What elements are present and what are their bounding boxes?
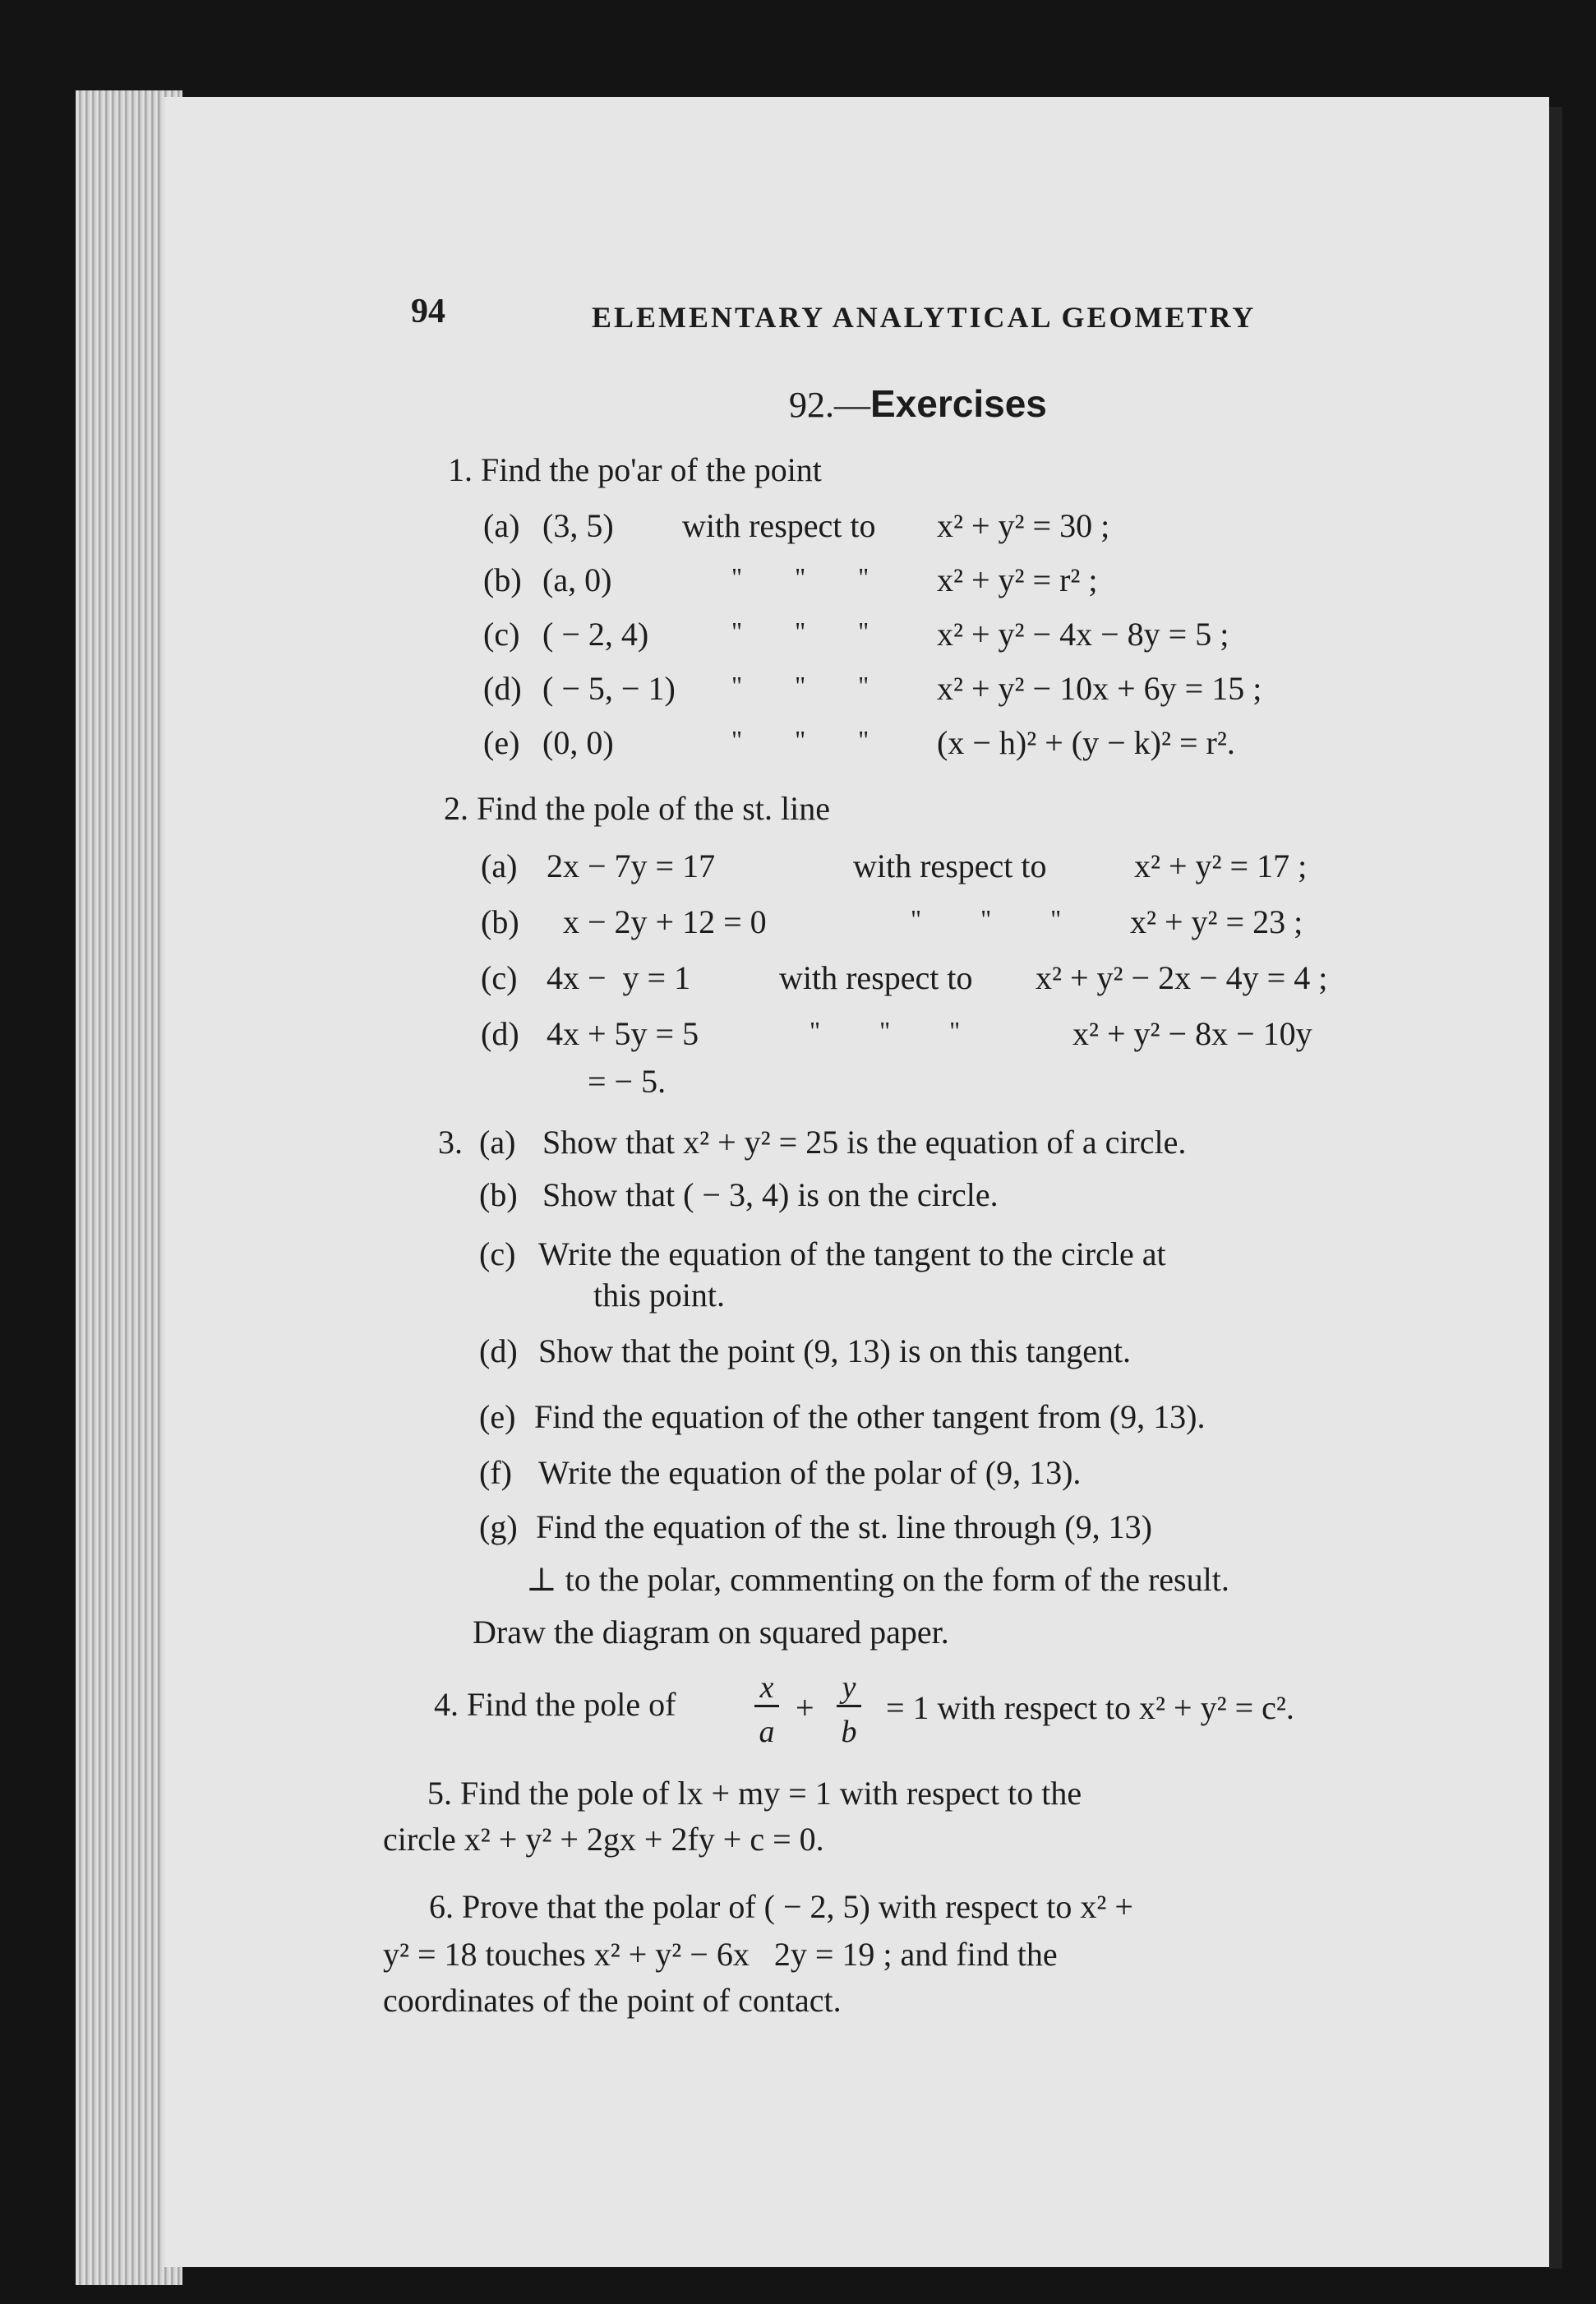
ex1-e-point: (0, 0) [542, 724, 614, 761]
ex3-b-text: Show that ( − 3, 4) is on the circle. [542, 1176, 999, 1213]
ex1-a-point: (3, 5) [542, 507, 614, 544]
section-number: 92. [789, 385, 834, 425]
ex6-line-3: coordinates of the point of contact. [383, 1982, 842, 2019]
ex1-a-label: (a) [483, 507, 520, 544]
ex2-c-label: (c) [481, 959, 518, 996]
ex5-line-2: circle x² + y² + 2gx + 2fy + c = 0. [383, 1821, 824, 1858]
ex6-line-2: y² = 18 touches x² + y² − 6x 2y = 19 ; and find the [383, 1936, 1058, 1973]
ex1-d-label: (d) [483, 670, 522, 707]
ex4-frac1-denominator: a [759, 1715, 775, 1749]
ex3-d-label: (d) [479, 1332, 518, 1369]
ex3-c-continuation: this point. [593, 1277, 726, 1314]
ex6-line-1: 6. Prove that the polar of ( − 2, 5) with respect to x² + [429, 1888, 1133, 1925]
ex3-g-continuation: ⊥ to the polar, commenting on the form of the result. [526, 1561, 1229, 1598]
ex2-c-line: 4x − y = 1 [547, 959, 691, 996]
exercise-3-number: 3. [438, 1124, 463, 1161]
ex2-b-label: (b) [481, 903, 519, 940]
ex2-c-equation: x² + y² − 2x − 4y = 4 ; [1036, 959, 1328, 996]
ex2-b-line: x − 2y + 12 = 0 [563, 903, 767, 940]
ex2-d-label: (d) [481, 1015, 519, 1052]
ex1-d-equation: x² + y² − 10x + 6y = 15 ; [937, 670, 1262, 707]
ex2-d-equation: x² + y² − 8x − 10y [1072, 1015, 1312, 1052]
ex2-a-relation: with respect to [853, 847, 1047, 884]
ex1-b-equation: x² + y² = r² ; [937, 561, 1098, 598]
ex2-b-ditto: " " " [911, 904, 1062, 934]
ex4-frac1-numerator: x [759, 1670, 774, 1705]
ex2-a-label: (a) [481, 847, 518, 884]
ex2-d-ditto: " " " [810, 1016, 961, 1046]
ex3-c-text: Write the equation of the tangent to the circle at [538, 1235, 1166, 1272]
ex2-b-equation: x² + y² = 23 ; [1130, 903, 1303, 940]
exercise-2-intro: 2. Find the pole of the st. line [444, 790, 830, 827]
ex2-d-continuation: = − 5. [588, 1063, 667, 1100]
ex1-b-label: (b) [483, 561, 522, 598]
running-title: ELEMENTARY ANALYTICAL GEOMETRY [592, 301, 1257, 334]
ex1-d-point: ( − 5, − 1) [542, 670, 676, 707]
ex3-d-text: Show that the point (9, 13) is on this tangent. [538, 1332, 1132, 1369]
ex4-frac2-denominator: b [841, 1715, 857, 1749]
ex3-f-text: Write the equation of the polar of (9, 13). [538, 1454, 1082, 1491]
ex2-a-line: 2x − 7y = 17 [547, 847, 716, 884]
ex2-a-equation: x² + y² = 17 ; [1134, 847, 1308, 884]
ex1-b-ditto: " " " [731, 562, 869, 592]
ex1-e-label: (e) [483, 724, 520, 761]
section-label: Exercises [870, 382, 1047, 425]
page-number: 94 [411, 293, 445, 330]
ex3-b-label: (b) [479, 1176, 518, 1213]
section-dash: — [834, 385, 870, 425]
ex1-d-ditto: " " " [731, 671, 869, 700]
ex3-a-label: (a) [479, 1124, 516, 1161]
exercise-1-intro: 1. Find the po'ar of the point [448, 451, 822, 488]
ex3-c-label: (c) [479, 1235, 516, 1272]
section-title [789, 382, 1047, 425]
book-binding-right [1549, 107, 1562, 2269]
ex1-c-ditto: " " " [731, 616, 869, 646]
ex1-a-equation: x² + y² = 30 ; [937, 507, 1110, 544]
ex3-g-label: (g) [479, 1508, 518, 1545]
ex2-d-line: 4x + 5y = 5 [547, 1015, 699, 1052]
ex4-post: = 1 with respect to x² + y² = c². [886, 1689, 1294, 1726]
ex3-f-label: (f) [479, 1454, 512, 1491]
ex1-c-equation: x² + y² − 4x − 8y = 5 ; [937, 616, 1229, 653]
ex4-frac2-bar [837, 1705, 861, 1707]
ex1-a-relation: with respect to [682, 507, 876, 544]
ex1-c-label: (c) [483, 616, 520, 653]
ex4-frac2-numerator: y [842, 1670, 856, 1705]
ex1-b-point: (a, 0) [542, 561, 612, 598]
ex4-frac1-bar [754, 1705, 779, 1707]
ex1-e-equation: (x − h)² + (y − k)² = r². [937, 724, 1235, 761]
ex3-e-label: (e) [479, 1398, 516, 1435]
ex1-c-point: ( − 2, 4) [542, 616, 649, 653]
ex2-c-relation: with respect to [779, 959, 973, 996]
ex5-line-1: 5. Find the pole of lx + my = 1 with respect to the [427, 1775, 1082, 1812]
ex4-pre: 4. Find the pole of [434, 1686, 676, 1723]
ex3-a-text: Show that x² + y² = 25 is the equation of a circle. [542, 1124, 1187, 1161]
ex1-e-ditto: " " " [731, 725, 869, 755]
ex3-e-text: Find the equation of the other tangent from (9, 13). [534, 1398, 1206, 1435]
ex4-plus: + [796, 1689, 814, 1726]
ex3-draw-instruction: Draw the diagram on squared paper. [473, 1614, 949, 1651]
ex3-g-text: Find the equation of the st. line through (9, 13) [536, 1508, 1152, 1545]
